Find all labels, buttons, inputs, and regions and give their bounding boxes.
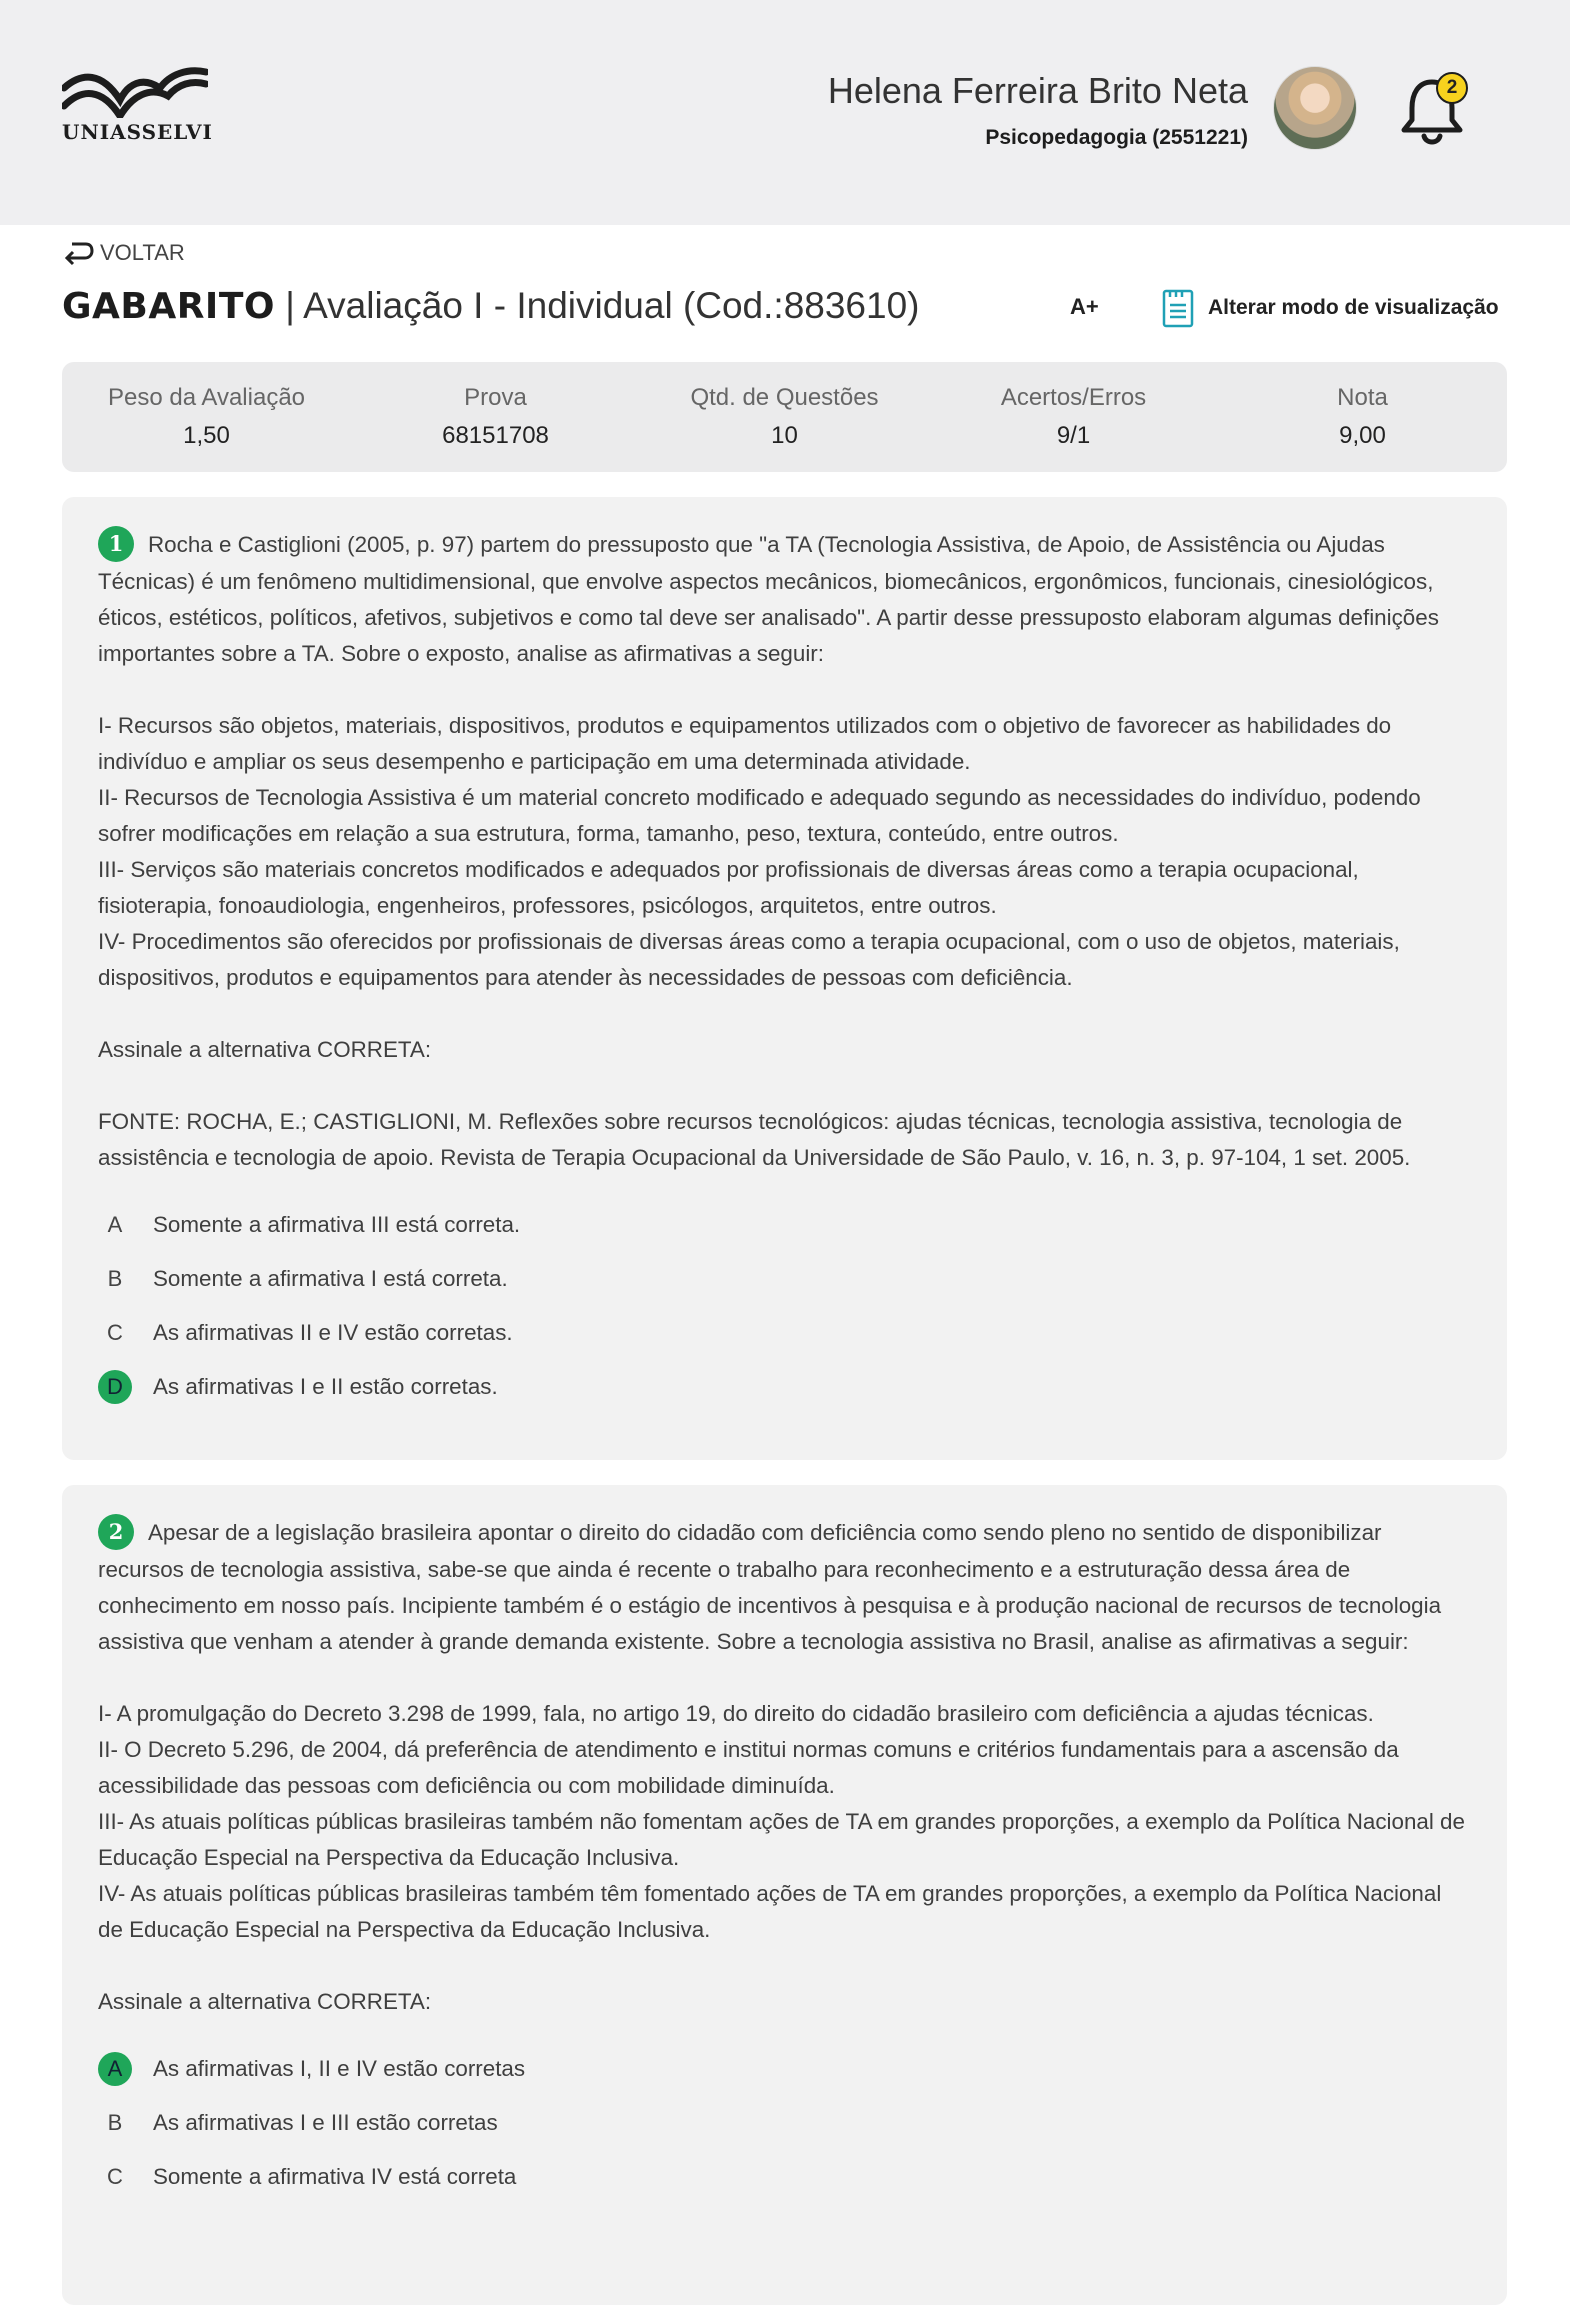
- question-card-2: [62, 1485, 1507, 2305]
- view-mode-label: Alterar modo de visualização: [1208, 296, 1499, 319]
- stat-peso: [62, 362, 351, 472]
- option-letter: A: [107, 1212, 123, 1238]
- question-intro: Rocha e Castiglioni (2005, p. 97) partem do pressuposto que "a TA (Tecnologia Assistiva, de Apoio, de Assistência ou Ajudas Técnicas) é um fenômeno multidimensional, que envolve aspectos mecânicos, biomecânicos, ergonômicos, funcionais, cinesiológicos, éticos, estéticos, políticos, afetivos, subjetivos e como tal deve ser analisado". A partir desse pressuposto elaboram algumas definições importantes sobre a TA. Sobre o exposto, analise as afirmativas a seguir:: [98, 532, 1439, 667]
- question-source: FONTE: ROCHA, E.; CASTIGLIONI, M. Reflexões sobre recursos tecnológicos: ajudas técnicas, tecnologia assistiva, tecnologia de assistência e tecnologia de apoio. Revista de Terapia Ocupacional da Universidade de São Paulo, v. 16, n. 3, p. 97-104, 1 set. 2005.: [98, 1109, 1411, 1171]
- option-c[interactable]: [98, 2150, 1471, 2204]
- stat-prova: [351, 362, 640, 472]
- question-number: 1: [98, 526, 134, 562]
- back-link[interactable]: [64, 240, 185, 266]
- stat-value: 9,00: [1339, 422, 1386, 449]
- option-a[interactable]: [98, 1198, 1471, 1252]
- statement: II- Recursos de Tecnologia Assistiva é um material concreto modificado e adequado segundo as necessidades do indivíduo, podendo sofrer modificações em relação a sua estrutura, forma, tamanho, peso, textura, conteúdo, entre outros.: [98, 785, 1421, 847]
- option-text: Somente a afirmativa IV está correta: [153, 2164, 517, 2190]
- question-text: [98, 1515, 1471, 2020]
- statement: III- As atuais políticas públicas brasileiras também não fomentam ações de TA em grandes proporções, a exemplo da Política Nacional de Educação Especial na Perspectiva da Educação Inclusiva.: [98, 1809, 1465, 1871]
- stat-nota: [1218, 362, 1507, 472]
- question-intro: Apesar de a legislação brasileira apontar o direito do cidadão com deficiência como sendo pleno no sentido de disponibilizar recursos de tecnologia assistiva, sabe-se que ainda é recente o trabalho para reconhecimento e a estruturação dessa área de conhecimento em nosso país. Incipiente também é o estágio de incentivos à pesquisa e à produção nacional de recursos de tecnologia assistiva que venham a atender à grande demanda existente. Sobre a tecnologia assistiva no Brasil, analise as afirmativas a seguir:: [98, 1520, 1442, 1655]
- notification-badge: 2: [1436, 72, 1468, 104]
- statement: I- A promulgação do Decreto 3.298 de 1999, fala, no artigo 19, do direito do cidadão brasileiro com deficiência a ajudas técnicas.: [98, 1701, 1374, 1727]
- stats-panel: [62, 362, 1507, 472]
- document-list-icon: [1162, 288, 1194, 328]
- option-letter: B: [107, 2110, 123, 2136]
- view-mode-button[interactable]: [1162, 288, 1499, 328]
- statement: III- Serviços são materiais concretos modificados e adequados por profissionais de diversas áreas como a terapia ocupacional, fisioterapia, fonoaudiologia, engenheiros, professores, psicólogos, arquitetos, entre outros.: [98, 857, 1359, 919]
- stat-label: Nota: [1337, 384, 1388, 411]
- statement: II- O Decreto 5.296, de 2004, dá preferência de atendimento e institui normas comuns e critérios fundamentais para a ascensão da acessibilidade das pessoas com deficiência ou com mobilidade diminuída.: [98, 1737, 1399, 1799]
- option-a-correct[interactable]: [98, 2042, 1471, 2096]
- option-letter-correct: D: [98, 1370, 132, 1404]
- question-card-1: [62, 497, 1507, 1460]
- title-bar: [62, 285, 1507, 335]
- option-text: As afirmativas I e II estão corretas.: [153, 1374, 498, 1400]
- back-label: VOLTAR: [100, 240, 185, 265]
- return-arrow-icon: [64, 240, 94, 266]
- stat-acertos: [929, 362, 1218, 472]
- option-text: Somente a afirmativa III está correta.: [153, 1212, 521, 1238]
- statement: IV- As atuais políticas públicas brasileiras também têm fomentado ações de TA em grandes proporções, a exemplo da Política Nacional de Educação Especial na Perspectiva da Educação Inclusiva.: [98, 1881, 1442, 1943]
- option-text: Somente a afirmativa I está correta.: [153, 1266, 508, 1292]
- title-rest: | Avaliação I - Individual (Cod.:883610): [275, 285, 920, 326]
- option-text: As afirmativas I e III estão corretas: [153, 2110, 498, 2136]
- user-course: Psicopedagogia (2551221): [985, 126, 1248, 149]
- title-bold: GABARITO: [62, 286, 275, 327]
- statement: IV- Procedimentos são oferecidos por profissionais de diversas áreas como a terapia ocupacional, com o uso de objetos, materiais, dispositivos, produtos e equipamentos para atender às necessidades de pessoas com deficiência.: [98, 929, 1400, 991]
- avatar[interactable]: [1273, 66, 1357, 150]
- logo-wave-icon: [62, 66, 208, 118]
- option-text: As afirmativas I, II e IV estão corretas: [153, 2056, 526, 2082]
- stat-value: 9/1: [1056, 422, 1091, 449]
- question-text: [98, 527, 1471, 1176]
- option-letter: B: [107, 1266, 123, 1292]
- question-number: 2: [98, 1514, 134, 1550]
- stat-questoes: [640, 362, 929, 472]
- option-letter-correct: A: [98, 2052, 132, 2086]
- options-list: [98, 1198, 1471, 1414]
- option-b[interactable]: [98, 1252, 1471, 1306]
- option-b[interactable]: [98, 2096, 1471, 2150]
- page-header: [0, 0, 1570, 225]
- user-info: [828, 70, 1248, 150]
- options-list: [98, 2042, 1471, 2204]
- stat-label: Prova: [464, 384, 527, 411]
- statement: I- Recursos são objetos, materiais, dispositivos, produtos e equipamentos utilizados com o objetivo de favorecer as habilidades do indivíduo e ampliar os seus desempenho e participação em uma determinada atividade.: [98, 713, 1392, 775]
- option-text: As afirmativas II e IV estão corretas.: [153, 1320, 513, 1346]
- user-name: Helena Ferreira Brito Neta: [827, 70, 1248, 111]
- stat-value: 10: [771, 422, 798, 449]
- option-d-correct[interactable]: [98, 1360, 1471, 1414]
- option-c[interactable]: [98, 1306, 1471, 1360]
- font-size-button[interactable]: A+: [1070, 294, 1099, 319]
- stat-label: Acertos/Erros: [1000, 384, 1147, 411]
- stat-value: 1,50: [183, 422, 230, 449]
- option-letter: C: [107, 2164, 123, 2190]
- option-letter: C: [107, 1320, 123, 1346]
- stat-value: 68151708: [442, 422, 549, 449]
- logo-text: UNIASSELVI: [62, 120, 213, 144]
- question-prompt: Assinale a alternativa CORRETA:: [98, 1037, 432, 1063]
- stat-label: Peso da Avaliação: [107, 384, 306, 411]
- question-prompt: Assinale a alternativa CORRETA:: [98, 1989, 432, 2015]
- stat-label: Qtd. de Questões: [690, 384, 879, 411]
- uniasselvi-logo[interactable]: [62, 66, 212, 144]
